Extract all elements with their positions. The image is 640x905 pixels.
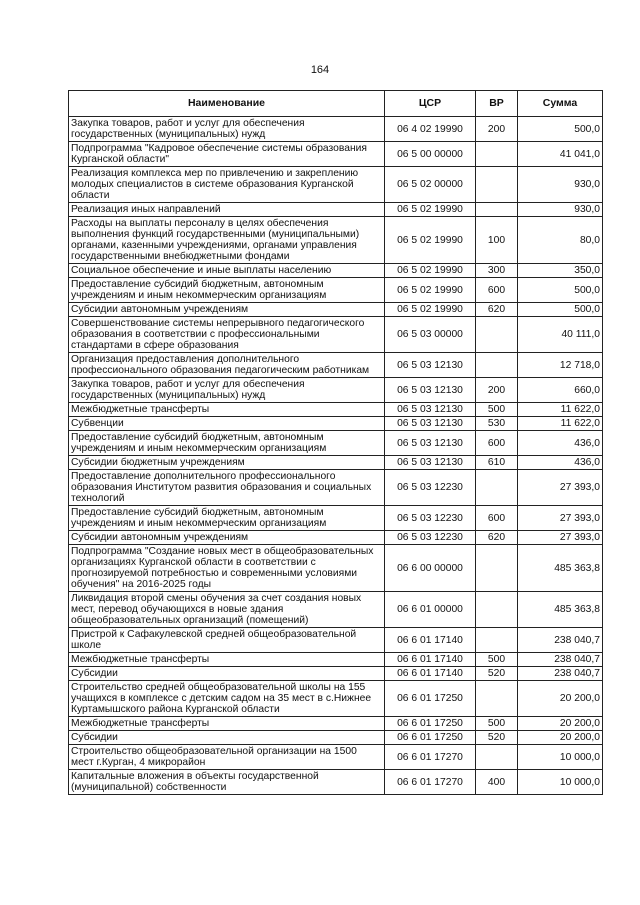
cell-sum: 930,0 xyxy=(518,167,603,203)
cell-sum: 436,0 xyxy=(518,431,603,456)
cell-sum: 20 200,0 xyxy=(518,681,603,717)
cell-csr: 06 5 02 19990 xyxy=(385,217,476,264)
cell-name: Реализация иных направлений xyxy=(69,203,385,217)
cell-name: Субсидии автономным учреждениям xyxy=(69,531,385,545)
cell-vr: 300 xyxy=(476,264,518,278)
cell-sum: 238 040,7 xyxy=(518,628,603,653)
cell-name: Организация предоставления дополнительного профессионального образования педагогическим работникам xyxy=(69,353,385,378)
cell-name: Субсидии автономным учреждениям xyxy=(69,303,385,317)
table-row xyxy=(69,317,603,353)
cell-vr: 600 xyxy=(476,506,518,531)
table-row xyxy=(69,667,603,681)
table-row xyxy=(69,717,603,731)
cell-vr: 520 xyxy=(476,667,518,681)
cell-csr: 06 6 01 17140 xyxy=(385,667,476,681)
cell-sum: 500,0 xyxy=(518,117,603,142)
table-row xyxy=(69,506,603,531)
cell-csr: 06 6 01 17270 xyxy=(385,745,476,770)
cell-csr: 06 4 02 19990 xyxy=(385,117,476,142)
cell-vr: 100 xyxy=(476,217,518,264)
table-header-row xyxy=(69,91,603,117)
cell-vr xyxy=(476,353,518,378)
cell-vr xyxy=(476,203,518,217)
cell-csr: 06 5 02 19990 xyxy=(385,278,476,303)
cell-name: Межбюджетные трансферты xyxy=(69,717,385,731)
cell-sum: 11 622,0 xyxy=(518,417,603,431)
cell-vr xyxy=(476,317,518,353)
cell-name: Ликвидация второй смены обучения за счет создания новых мест, перевод обучающихся в новые здания общеобразовательных организаций (помещений) xyxy=(69,592,385,628)
cell-vr: 500 xyxy=(476,717,518,731)
cell-vr xyxy=(476,470,518,506)
cell-csr: 06 5 03 12230 xyxy=(385,531,476,545)
table-row xyxy=(69,745,603,770)
cell-name: Субсидии бюджетным учреждениям xyxy=(69,456,385,470)
cell-csr: 06 6 01 17250 xyxy=(385,717,476,731)
table-row xyxy=(69,545,603,592)
cell-name: Социальное обеспечение и иные выплаты населению xyxy=(69,264,385,278)
cell-csr: 06 5 03 12130 xyxy=(385,456,476,470)
cell-sum: 27 393,0 xyxy=(518,506,603,531)
cell-sum: 436,0 xyxy=(518,456,603,470)
cell-sum: 238 040,7 xyxy=(518,667,603,681)
table-row xyxy=(69,142,603,167)
cell-vr xyxy=(476,681,518,717)
cell-vr: 200 xyxy=(476,117,518,142)
cell-csr: 06 5 00 00000 xyxy=(385,142,476,167)
cell-name: Предоставление дополнительного профессионального образования Институтом развития образования и социальных технологий xyxy=(69,470,385,506)
cell-sum: 485 363,8 xyxy=(518,592,603,628)
table-row xyxy=(69,531,603,545)
cell-csr: 06 6 01 17140 xyxy=(385,653,476,667)
cell-sum: 41 041,0 xyxy=(518,142,603,167)
cell-name: Совершенствование системы непрерывного педагогического образования в соответствии с профессиональными стандартами в сфере образования xyxy=(69,317,385,353)
cell-name: Капитальные вложения в объекты государственной (муниципальной) собственности xyxy=(69,770,385,795)
cell-csr: 06 5 03 12130 xyxy=(385,378,476,403)
cell-name: Межбюджетные трансферты xyxy=(69,653,385,667)
cell-name: Субсидии xyxy=(69,731,385,745)
cell-vr: 600 xyxy=(476,278,518,303)
page-number: 164 xyxy=(310,64,330,76)
header-vr: ВР xyxy=(476,91,518,117)
cell-sum: 930,0 xyxy=(518,203,603,217)
cell-vr: 600 xyxy=(476,431,518,456)
cell-name: Подпрограмма "Кадровое обеспечение системы образования Курганской области" xyxy=(69,142,385,167)
cell-name: Субсидии xyxy=(69,667,385,681)
cell-name: Субвенции xyxy=(69,417,385,431)
cell-csr: 06 5 03 12130 xyxy=(385,403,476,417)
cell-sum: 27 393,0 xyxy=(518,470,603,506)
table-row xyxy=(69,417,603,431)
cell-sum: 11 622,0 xyxy=(518,403,603,417)
cell-sum: 500,0 xyxy=(518,303,603,317)
cell-sum: 12 718,0 xyxy=(518,353,603,378)
cell-csr: 06 5 02 19990 xyxy=(385,264,476,278)
cell-name: Предоставление субсидий бюджетным, автономным учреждениям и иным некоммерческим организациям xyxy=(69,431,385,456)
table-row xyxy=(69,117,603,142)
cell-sum: 20 200,0 xyxy=(518,717,603,731)
cell-csr: 06 5 03 12230 xyxy=(385,506,476,531)
cell-vr: 500 xyxy=(476,653,518,667)
cell-sum: 500,0 xyxy=(518,278,603,303)
table-row xyxy=(69,353,603,378)
cell-sum: 27 393,0 xyxy=(518,531,603,545)
cell-csr: 06 5 02 19990 xyxy=(385,303,476,317)
cell-vr: 610 xyxy=(476,456,518,470)
cell-csr: 06 5 03 12130 xyxy=(385,431,476,456)
cell-sum: 10 000,0 xyxy=(518,745,603,770)
cell-vr: 400 xyxy=(476,770,518,795)
cell-name: Пристрой к Сафакулевской средней общеобразовательной школе xyxy=(69,628,385,653)
table-row xyxy=(69,731,603,745)
cell-name: Расходы на выплаты персоналу в целях обеспечения выполнения функций государственными (муниципальными) органами, казенными учреждениями, органами управления государственными внебюджетными фондами xyxy=(69,217,385,264)
cell-vr: 620 xyxy=(476,531,518,545)
cell-sum: 660,0 xyxy=(518,378,603,403)
table-row xyxy=(69,264,603,278)
cell-csr: 06 6 00 00000 xyxy=(385,545,476,592)
cell-sum: 238 040,7 xyxy=(518,653,603,667)
cell-vr xyxy=(476,167,518,203)
cell-name: Закупка товаров, работ и услуг для обеспечения государственных (муниципальных) нужд xyxy=(69,378,385,403)
cell-name: Межбюджетные трансферты xyxy=(69,403,385,417)
cell-csr: 06 6 01 17140 xyxy=(385,628,476,653)
cell-vr xyxy=(476,592,518,628)
cell-sum: 40 111,0 xyxy=(518,317,603,353)
table-row xyxy=(69,217,603,264)
table-row xyxy=(69,770,603,795)
header-name: Наименование xyxy=(69,91,385,117)
cell-vr: 200 xyxy=(476,378,518,403)
cell-vr xyxy=(476,745,518,770)
cell-name: Закупка товаров, работ и услуг для обеспечения государственных (муниципальных) нужд xyxy=(69,117,385,142)
cell-name: Предоставление субсидий бюджетным, автономным учреждениям и иным некоммерческим организациям xyxy=(69,278,385,303)
cell-csr: 06 5 03 00000 xyxy=(385,317,476,353)
table-row xyxy=(69,592,603,628)
header-csr: ЦСР xyxy=(385,91,476,117)
table-row xyxy=(69,431,603,456)
table-row xyxy=(69,653,603,667)
cell-sum: 20 200,0 xyxy=(518,731,603,745)
cell-name: Строительство средней общеобразовательной школы на 155 учащихся в комплексе с детским садом на 35 мест в с.Нижнее Куртамышского района Курганской области xyxy=(69,681,385,717)
cell-sum: 80,0 xyxy=(518,217,603,264)
cell-vr: 620 xyxy=(476,303,518,317)
budget-table xyxy=(68,90,603,795)
table-row xyxy=(69,456,603,470)
table-row xyxy=(69,628,603,653)
table-row xyxy=(69,303,603,317)
cell-csr: 06 6 01 17250 xyxy=(385,681,476,717)
table-row xyxy=(69,278,603,303)
cell-csr: 06 6 01 00000 xyxy=(385,592,476,628)
header-sum: Сумма xyxy=(518,91,603,117)
cell-name: Подпрограмма "Создание новых мест в общеобразовательных организациях Курганской области в соответствии с прогнозируемой потребностью и современными условиями обучения" на 2016-2025 годы xyxy=(69,545,385,592)
cell-name: Предоставление субсидий бюджетным, автономным учреждениям и иным некоммерческим организациям xyxy=(69,506,385,531)
cell-csr: 06 5 02 00000 xyxy=(385,167,476,203)
cell-vr: 530 xyxy=(476,417,518,431)
cell-name: Реализация комплекса мер по привлечению и закреплению молодых специалистов в системе образования Курганской области xyxy=(69,167,385,203)
cell-csr: 06 5 02 19990 xyxy=(385,203,476,217)
cell-sum: 10 000,0 xyxy=(518,770,603,795)
table-body xyxy=(69,117,603,795)
cell-csr: 06 5 03 12130 xyxy=(385,353,476,378)
cell-vr xyxy=(476,628,518,653)
cell-csr: 06 6 01 17270 xyxy=(385,770,476,795)
table-row xyxy=(69,167,603,203)
cell-vr: 500 xyxy=(476,403,518,417)
cell-vr xyxy=(476,545,518,592)
table-row xyxy=(69,378,603,403)
cell-sum: 485 363,8 xyxy=(518,545,603,592)
cell-vr xyxy=(476,142,518,167)
cell-csr: 06 5 03 12130 xyxy=(385,417,476,431)
cell-sum: 350,0 xyxy=(518,264,603,278)
cell-csr: 06 5 03 12230 xyxy=(385,470,476,506)
table-row xyxy=(69,403,603,417)
cell-vr: 520 xyxy=(476,731,518,745)
table-row xyxy=(69,470,603,506)
table-row xyxy=(69,681,603,717)
cell-csr: 06 6 01 17250 xyxy=(385,731,476,745)
table-row xyxy=(69,203,603,217)
cell-name: Строительство общеобразовательной организации на 1500 мест г.Курган, 4 микрорайон xyxy=(69,745,385,770)
